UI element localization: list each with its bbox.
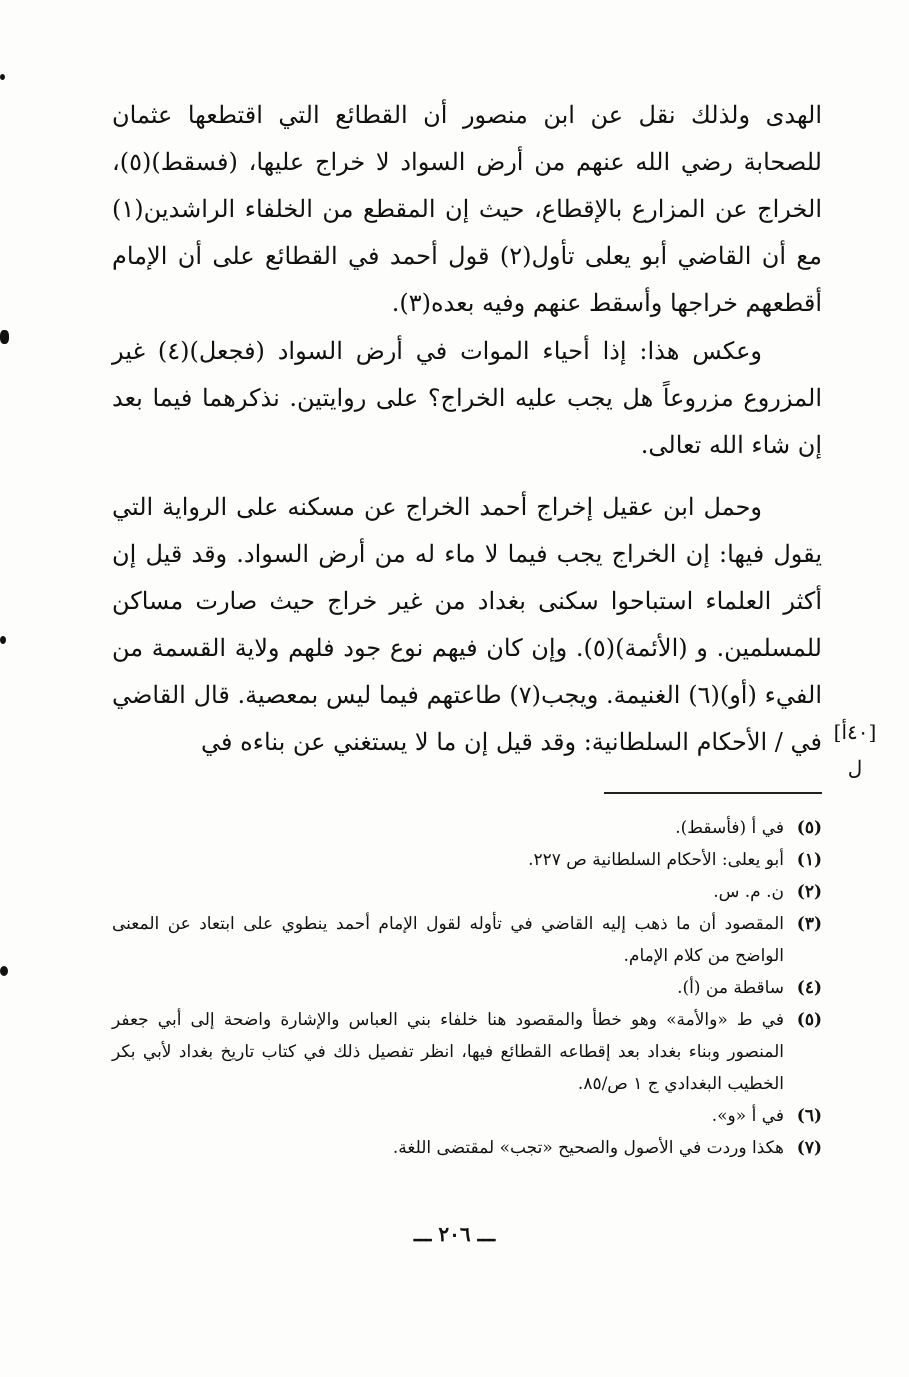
footnote (112, 1004, 822, 1100)
footnote (112, 972, 822, 1004)
footnote (112, 1132, 822, 1164)
footnote (112, 876, 822, 908)
scan-mark (0, 74, 5, 80)
footnote-number: (٤) (796, 978, 822, 998)
manuscript-folio-note (826, 714, 884, 786)
footnote-text: في أ «و». (711, 1106, 784, 1126)
paragraph: الهدى ولذلك نقل عن ابن منصور أن القطائع التي اقتطعها عثمان للصحابة رضي الله عنهم من أرض السواد لا خراج عليها، (فسقط)(٥)، الخراج عن المزارع بالإقطاع، حيث إن المقطع من الخلفاء الراشدين(١) مع أن القاضي أبو يعلى تأول(٢) قول أحمد في القطائع على أن الإمام أقطعهم خراجها وأسقط عنهم وفيه بعده(٣). (112, 101, 823, 317)
scan-mark (0, 330, 9, 344)
scan-mark (0, 636, 6, 644)
footnote (112, 908, 822, 972)
main-text-block-3 (112, 484, 822, 766)
footnote (112, 812, 822, 844)
footnote-number: (١) (796, 850, 822, 870)
footnote-number: (٢) (796, 882, 822, 902)
footnote (112, 1100, 822, 1132)
footnote (112, 844, 822, 876)
paragraph: وحمل ابن عقيل إخراج أحمد الخراج عن مسكنه على الرواية التي يقول فيها: إن الخراج يجب فيما لا ماء له من أرض السواد. وقد قيل إن أكثر العلماء استباحوا سكنى بغداد من غير خراج حيث صارت مساكن للمسلمين. و (الأئمة)(٥). وإن كان فيهم نوع جود فلهم ولاية القسمة من الفيء (أو)(٦) الغنيمة. ويجب(٧) طاعتهم فيما ليس بمعصية. قال القاضي في / الأحكام السلطانية: وقد قيل إن ما لا يستغني عن بناءه في (112, 493, 822, 756)
main-text-block-2 (112, 328, 822, 469)
footnote-number: (٥) (796, 818, 822, 838)
footnote-text: المقصود أن ما ذهب إليه القاضي في تأوله لقول الإمام أحمد ينطوي على ابتعاد عن المعنى الواضح من كلام الإمام. (112, 914, 784, 966)
footnote-text: في أ (فأسقط). (675, 818, 784, 838)
paragraph: وعكس هذا: إذا أحياء الموات في أرض السواد (فجعل)(٤) غير المزروع مزروعاً هل يجب عليه الخراج؟ على روايتين. نذكرهما فيما بعد إن شاء الله تعالى. (112, 337, 822, 459)
footnote-text: ساقطة من (أ). (677, 978, 784, 998)
margin-note-siglum: ل (847, 756, 863, 780)
footnote-number: (٣) (796, 914, 822, 934)
footnote-text: أبو يعلى: الأحكام السلطانية ص ٢٢٧. (528, 850, 784, 870)
footnote-number: (٦) (796, 1106, 822, 1126)
main-text-block-1 (112, 92, 822, 327)
footnotes (112, 812, 822, 1164)
scan-mark (0, 966, 8, 976)
footnote-number: (٧) (796, 1138, 822, 1158)
footnote-text: ن. م. س. (713, 882, 784, 902)
footnote-text: هكذا وردت في الأصول والصحيح «تجب» لمقتضى اللغة. (392, 1138, 784, 1158)
footnote-number: (٥) (796, 1010, 822, 1030)
footnote-text: في ط «والأمة» وهو خطأ والمقصود هنا خلفاء بني العباس والإشارة واضحة إلى أبي جعفر المنصور وبناء بغداد بعد إقطاعه القطائع فيها، انظر تفصيل ذلك في كتاب تاريخ بغداد لأبي بكر الخطيب البغدادي ج ١ ص/٨٥. (112, 1010, 784, 1094)
footnote-separator (604, 792, 822, 794)
margin-note-folio: [٤٠أ] (833, 720, 877, 744)
page-number: ـــ ٢٠٦ ـــ (413, 1222, 496, 1246)
